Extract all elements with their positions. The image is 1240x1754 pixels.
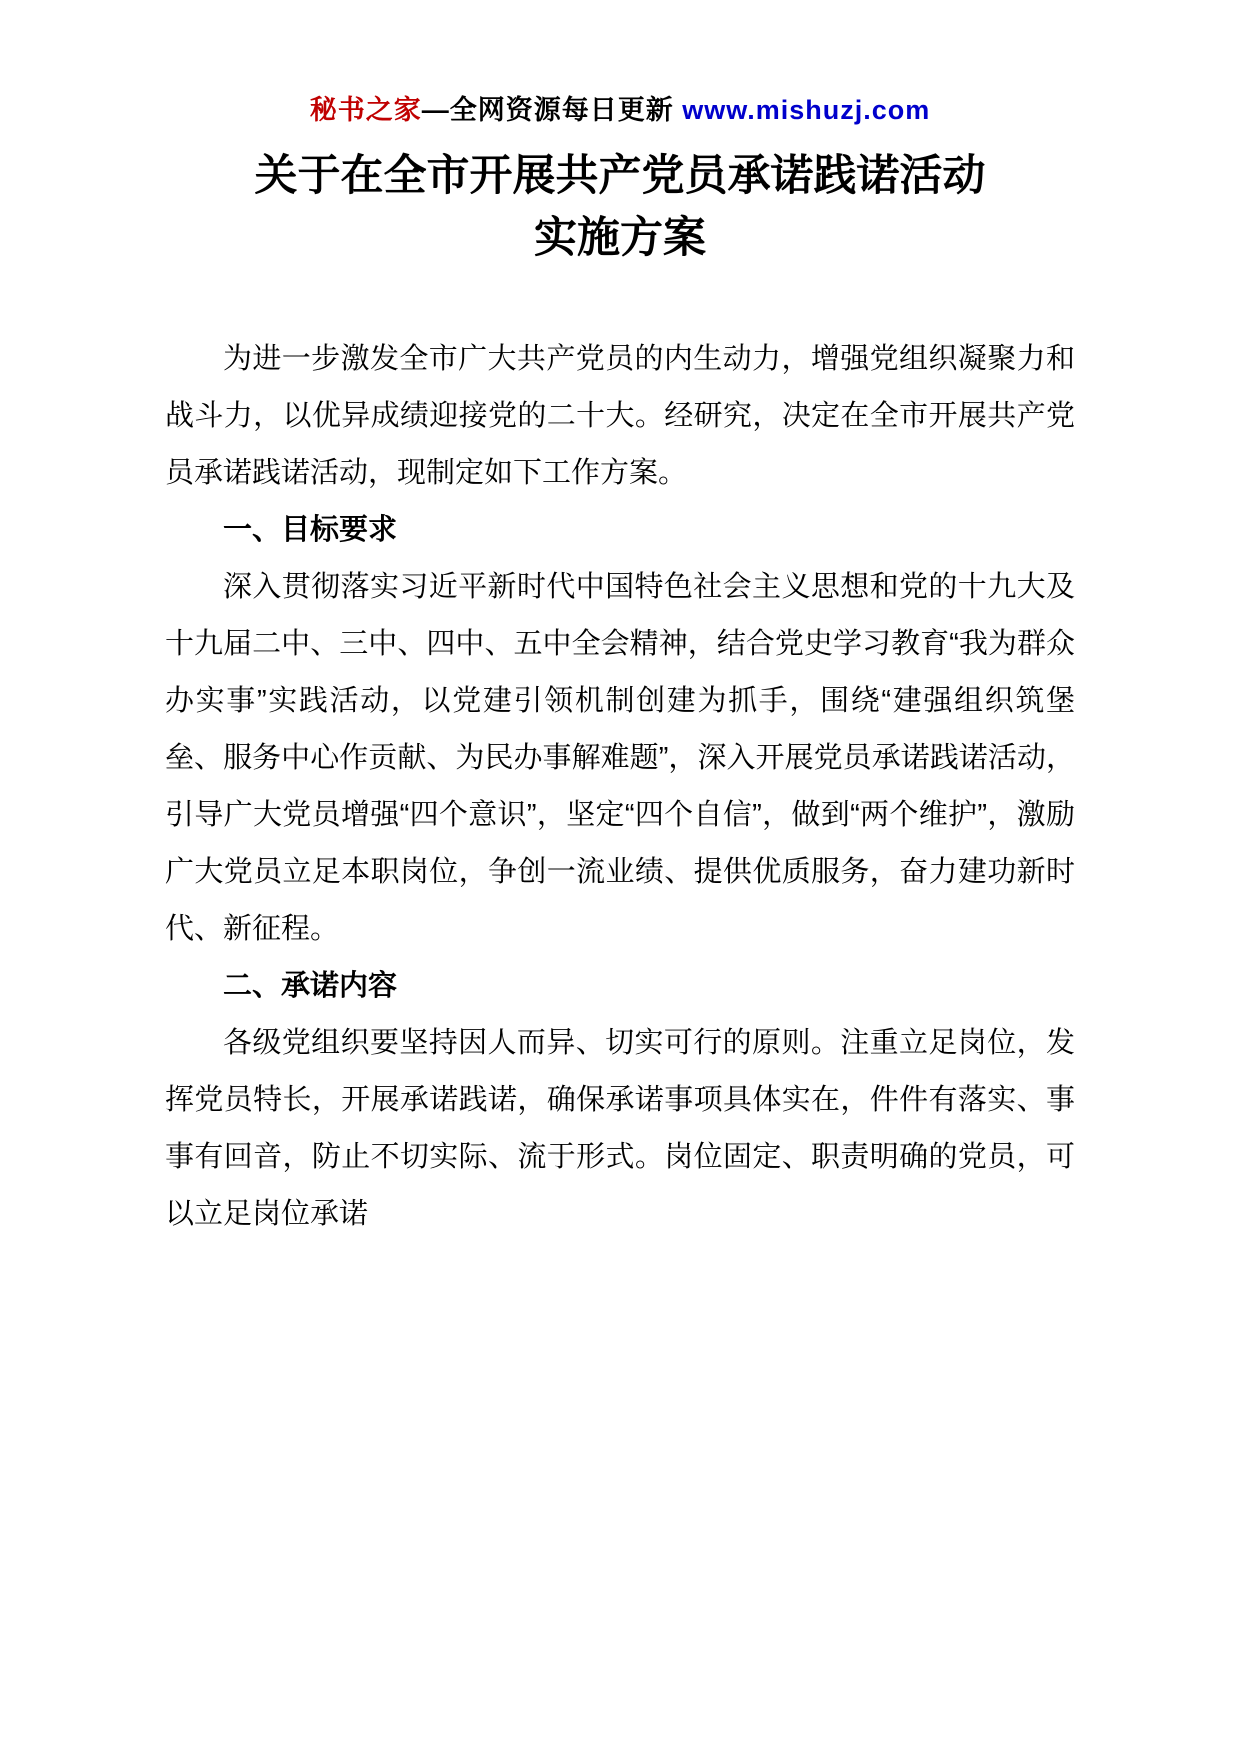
site-tagline: —全网资源每日更新 [421, 95, 683, 125]
paragraph-section-1: 深入贯彻落实习近平新时代中国特色社会主义思想和党的十九大及十九届二中、三中、四中、五中全会精神，结合党史学习教育“我为群众办实事”实践活动，以党建引领机制创建为抓手，围绕“建强组织筑堡垒、服务中心作贡献、为民办事解难题”，深入开展党员承诺践诺活动，引导广大党员增强“四个意识”，坚定“四个自信”，做到“两个维护”，激励广大党员立足本职岗位，争创一流业绩、提供优质服务，奋力建功新时代、新征程。 [165, 571, 1075, 945]
site-header [165, 88, 1075, 127]
site-brand: 秘书之家 [309, 95, 422, 125]
site-url-link[interactable]: www.mishuzj.com [682, 95, 931, 125]
section-heading-1: 一、目标要求 [223, 514, 398, 546]
paragraph-intro: 为进一步激发全市广大共产党员的内生动力，增强党组织凝聚力和战斗力，以优异成绩迎接党的二十大。经研究，决定在全市开展共产党员承诺践诺活动，现制定如下工作方案。 [165, 343, 1075, 489]
section-heading-2: 二、承诺内容 [223, 970, 398, 1002]
document-title-line2: 实施方案 [534, 214, 706, 262]
document-title-line1: 关于在全市开展共产党员承诺践诺活动 [254, 152, 986, 200]
paragraph-section-2: 各级党组织要坚持因人而异、切实可行的原则。注重立足岗位，发挥党员特长，开展承诺践诺，确保承诺事项具体实在，件件有落实、事事有回音，防止不切实际、流于形式。岗位固定、职责明确的党员，可以立足岗位承诺 [165, 1027, 1075, 1230]
document-title [165, 145, 1075, 269]
